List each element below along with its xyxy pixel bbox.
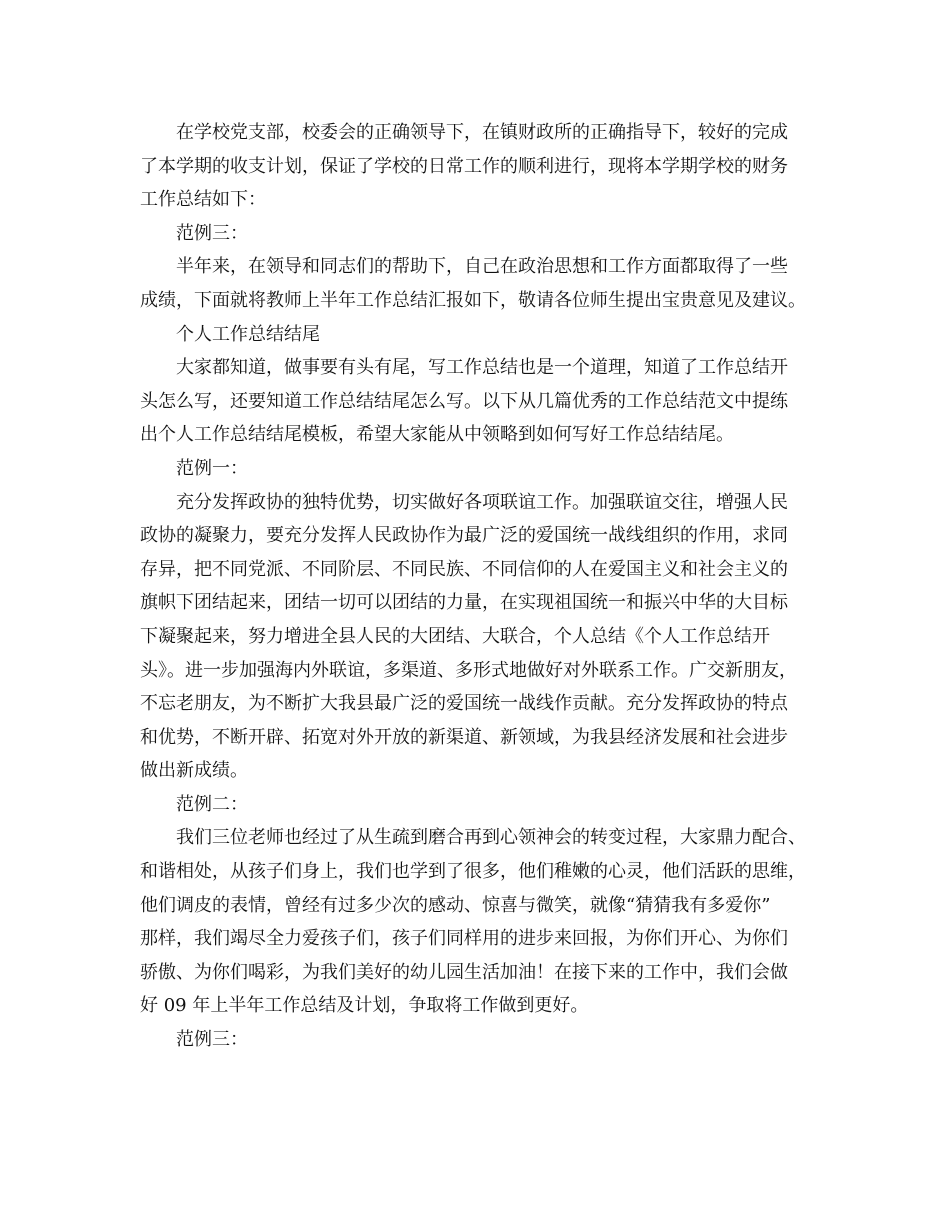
- heading-example-two: 范例二：: [176, 793, 248, 815]
- paragraph-example-two: 我们三位老师也经过了从生疏到磨合再到心领神会的转变过程，大家鼎力配合、 和谐相处，从孩子们身上，我们也学到了很多，他们稚嫩的心灵，他们活跃的思维， 他们调皮的表情，曾经有过多少次的感动、惊喜与微笑，就像“猜猜我有多爱你” 那样，我们竭尽全力爱孩子们，孩子们同样用的进步来回报，为你们开心、为你们 骄傲、为你们喝彩，为我们美好的幼儿园生活加油！在接下来的工作中，我们会做 好 09 年上半年工作总结及计划，争取将工作做到更好。: [140, 827, 806, 1017]
- heading-example-three-final: 范例三：: [176, 1029, 248, 1051]
- paragraph-ending-intro: 大家都知道，做事要有头有尾，写工作总结也是一个道理，知道了工作总结开 头怎么写，还要知道工作总结结尾怎么写。以下从几篇优秀的工作总结范文中提练 出个人工作总结结尾模板，希望大家能从中领略到如何写好工作总结结尾。: [140, 357, 788, 446]
- document-page: [140, 116, 820, 1057]
- heading-example-one: 范例一：: [176, 457, 248, 479]
- paragraph-half-year: 半年来，在领导和同志们的帮助下，自己在政治思想和工作方面都取得了一些 成绩，下面就将教师上半年工作总结汇报如下，敬请各位师生提出宝贵意见及建议。: [140, 256, 806, 311]
- section-heading-ending: 个人工作总结结尾: [176, 323, 320, 345]
- paragraph-intro: 在学校党支部，校委会的正确领导下，在镇财政所的正确指导下，较好的完成 了本学期的收支计划，保证了学校的日常工作的顺利进行，现将本学期学校的财务 工作总结如下：: [140, 122, 788, 211]
- heading-example-three: 范例三：: [176, 222, 248, 244]
- paragraph-example-one: 充分发挥政协的独特优势，切实做好各项联谊工作。加强联谊交往，增强人民 政协的凝聚力，要充分发挥人民政协作为最广泛的爱国统一战线组织的作用，求同 存异，把不同党派、不同阶层、不同民族、不同信仰的人在爱国主义和社会主义的 旗帜下团结起来，团结一切可以团结的力量，在实现祖国统一和振兴中华的大目标 下凝聚起来，努力增进全县人民的大团结、大联合，个人总结《个人工作总结开 头》。进一步加强海内外联谊，多渠道、多形式地做好对外联系工作。广交新朋友， 不忘老朋友，为不断扩大我县最广泛的爱国统一战线作贡献。充分发挥政协的特点 和优势，不断开辟、拓宽对外开放的新渠道、新领域，为我县经济发展和社会进步 做出新成绩。: [140, 491, 797, 782]
